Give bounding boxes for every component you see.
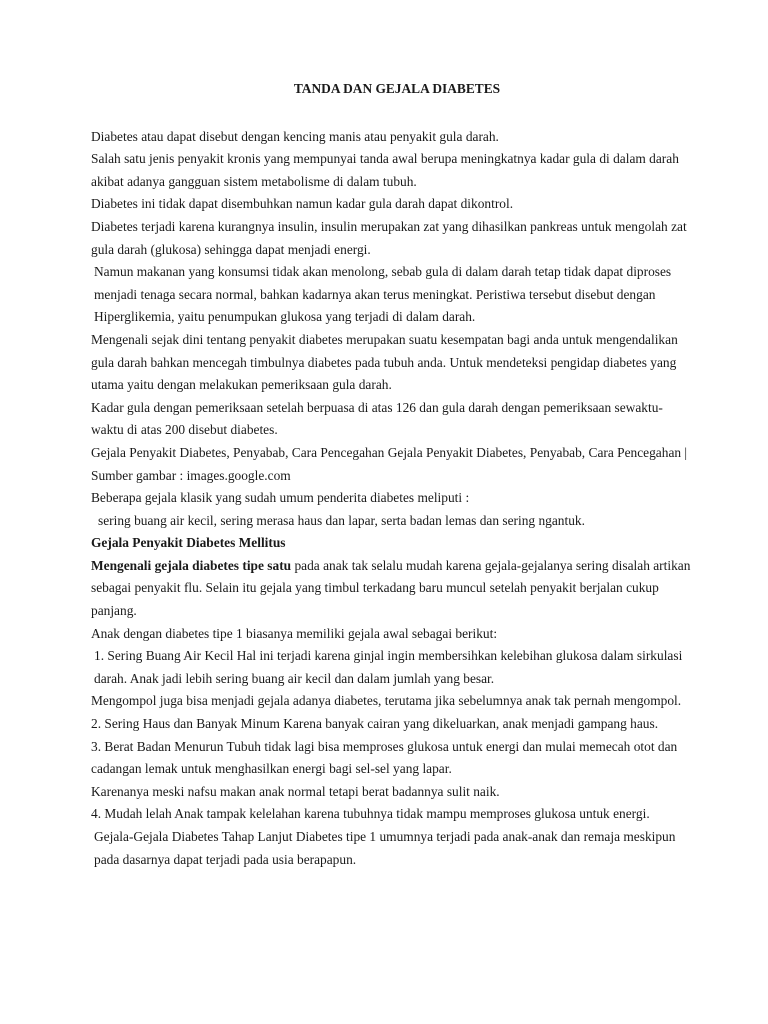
paragraph: Salah satu jenis penyakit kronis yang mempunyai tanda awal berupa meningkatnya kadar gula di dalam darah akibat adanya gangguan sistem metabolisme di dalam tubuh. (91, 151, 679, 189)
document-page (91, 78, 691, 871)
symptom-item: 2. Sering Haus dan Banyak Minum Karena banyak cairan yang dikeluarkan, anak menjadi gampang haus. (91, 716, 659, 732)
paragraph: Beberapa gejala klasik yang sudah umum penderita diabetes meliputi : (91, 490, 470, 506)
paragraph: sering buang air kecil, sering merasa haus dan lapar, serta badan lemas dan sering ngantuk. (98, 512, 585, 528)
paragraph: Mengompol juga bisa menjadi gejala adanya diabetes, terutama jika sebelumnya anak tak pernah mengompol. (91, 693, 682, 709)
paragraph: Diabetes atau dapat disebut dengan kencing manis atau penyakit gula darah. (91, 128, 499, 144)
paragraph: Karenanya meski nafsu makan anak normal tetapi berat badannya sulit naik. (91, 783, 500, 799)
document-title: TANDA DAN GEJALA DIABETES (293, 81, 501, 96)
paragraph: Diabetes ini tidak dapat disembuhkan namun kadar gula darah dapat dikontrol. (91, 196, 514, 212)
symptom-item: 1. Sering Buang Air Kecil Hal ini terjadi karena ginjal ingin membersihkan kelebihan glukosa dalam sirkulasi darah. Anak jadi lebih sering buang air kecil dan dalam jumlah yang besar. (94, 648, 683, 686)
paragraph: Kadar gula dengan pemeriksaan setelah berpuasa di atas 126 dan gula darah dengan pemeriksaan sewaktu-waktu di atas 200 disebut diabetes. (91, 399, 663, 438)
paragraph: Gejala-Gejala Diabetes Tahap Lanjut Diabetes tipe 1 umumnya terjadi pada anak-anak dan remaja meskipun pada dasarnya dapat terjadi pada usia berapapun. (94, 829, 676, 867)
type1-lead-text: pada anak tak selalu mudah karena gejala-gejalanya sering disalah artikan sebagai penyakit flu. Selain itu gejala yang timbul terkadang baru muncul setelah penyakit berjalan cukup panjang. (91, 557, 691, 619)
paragraph: Gejala Penyakit Diabetes, Penyabab, Cara Pencegahan Gejala Penyakit Diabetes, Penyabab, Cara Pencegahan | Sumber gambar : images.google.com (91, 444, 688, 483)
paragraph: Anak dengan diabetes tipe 1 biasanya memiliki gejala awal sebagai berikut: (91, 625, 498, 641)
type1-lead-bold: Mengenali gejala diabetes tipe satu (91, 557, 292, 573)
paragraph: Mengenali sejak dini tentang penyakit diabetes merupakan suatu kesempatan bagi anda untuk mengendalikan gula darah bahkan mencegah timbulnya diabetes pada tubuh anda. Untuk mendeteksi pengidap diabetes yang utama yaitu dengan melakukan pemeriksaan gula darah. (91, 331, 678, 393)
symptom-item: 4. Mudah lelah Anak tampak kelelahan karena tubuhnya tidak mampu memproses glukosa untuk energi. (91, 806, 650, 822)
paragraph (91, 555, 691, 623)
paragraph: Diabetes terjadi karena kurangnya insulin, insulin merupakan zat yang dihasilkan pankreas untuk mengolah zat gula darah (glukosa) sehingga dapat menjadi energi. (91, 218, 687, 257)
section-subheading: Gejala Penyakit Diabetes Mellitus (91, 535, 286, 551)
symptom-item: 3. Berat Badan Menurun Tubuh tidak lagi bisa memproses glukosa untuk energi dan mulai memecah otot dan cadangan lemak untuk menghasilkan energi bagi sel-sel yang lapar. (91, 738, 678, 777)
paragraph: Namun makanan yang konsumsi tidak akan menolong, sebab gula di dalam darah tetap tidak dapat diproses menjadi tenaga secara normal, bahkan kadarnya akan terus meningkat. Peristiwa tersebut disebut dengan Hiperglikemia, yaitu penumpukan glukosa yang terjadi di dalam darah. (94, 264, 672, 325)
